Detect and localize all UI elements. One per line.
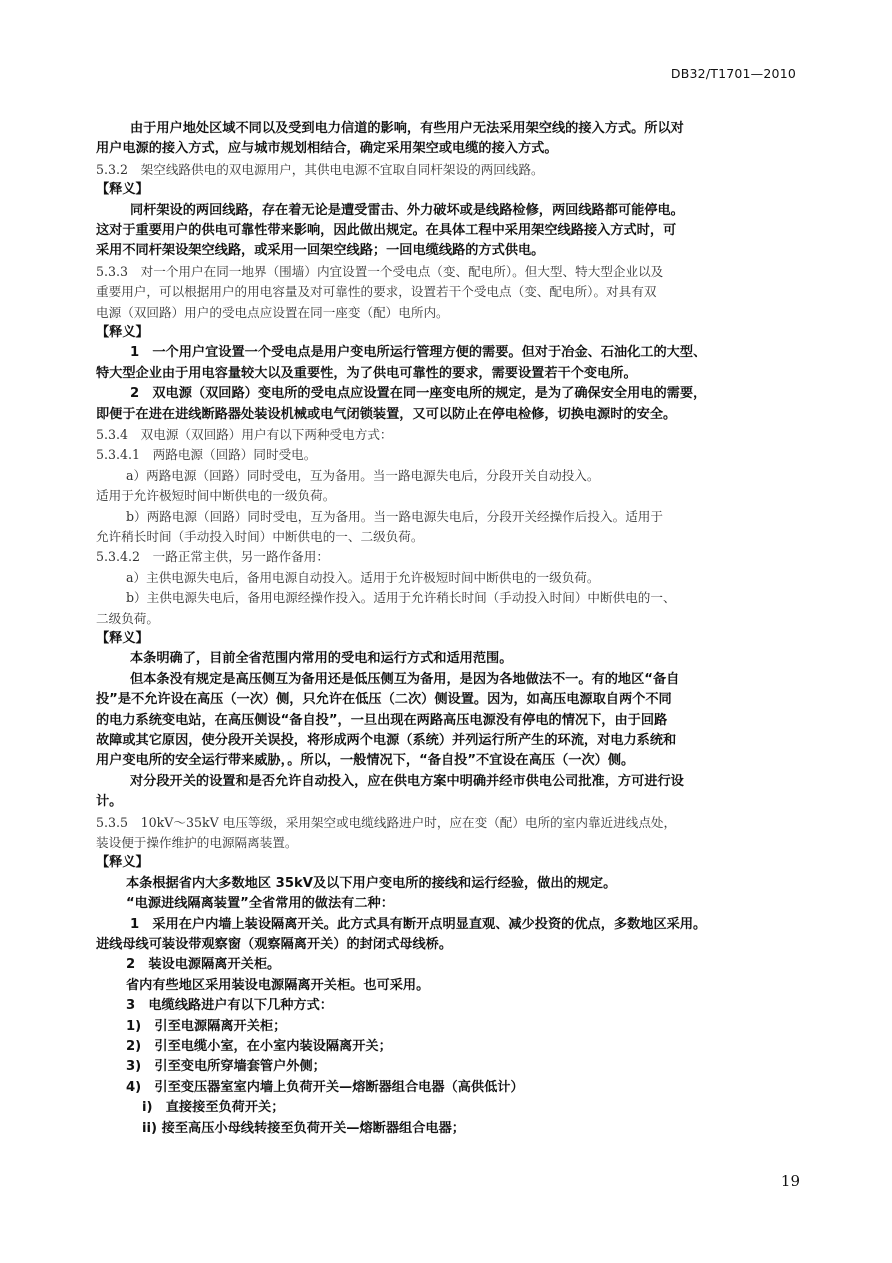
- clause-text-line: b）两路电源（回路）同时受电，互为备用。当一路电源失电后，分段开关经操作后投入。适用于: [126, 508, 663, 524]
- explanation-text-line: ii) 接至高压小母线转接至负荷开关—熔断器组合电器；: [142, 1120, 465, 1136]
- explanation-text-line: 2 双电源（双回路）变电所的受电点应设置在同一座变电所的规定，是为了确保安全用电的需要，: [130, 386, 707, 402]
- explanation-text-line: 由于用户地处区域不同以及受到电力信道的影响，有些用户无法采用架空线的接入方式。所以对: [130, 121, 684, 136]
- explanation-text-line: 故障或其它原因，使分段开关误投，将形成两个电源（系统）并列运行所产生的环流，对电力系统和: [96, 733, 677, 748]
- explanation-text-line: 这对于重要用户的供电可靠性带来影响，因此做出规定。在具体工程中采用架空线路接入方式时，可: [96, 223, 677, 238]
- explanation-text-line: 采用不同杆架设架空线路，或采用一回架空线路；一回电缆线路的方式供电。: [96, 243, 545, 259]
- explanation-text-line: 用户变电所的安全运行带来威胁，。所以，一般情况下，“备自投”不宜设在高压（一次）侧。: [96, 753, 635, 769]
- page-number: 19: [780, 1172, 800, 1190]
- explanation-text-line: 即便于在进在进线断路器处装设机械或电气闭锁装置，又可以防止在停电检修，切换电源时的安全。: [96, 406, 677, 422]
- document-code-header: DB32/T1701—2010: [670, 66, 796, 81]
- clause-text-line: 装设便于操作维护的电源隔离装置。: [96, 835, 298, 850]
- section-heading-explanation: 【释义】: [96, 182, 149, 198]
- explanation-text-line: 1 一个用户宜设置一个受电点是用户变电所运行管理方便的需要。但对于冶金、石油化工的大型、: [130, 345, 707, 361]
- clause-text-line: 5.3.4.2 一路正常主供，另一路作备用：: [96, 549, 329, 565]
- explanation-text-line: 的电力系统变电站，在高压侧设“备自投”，一旦出现在两路高压电源没有停电的情况下，由于回路: [96, 712, 668, 728]
- clause-text-line: 5.3.5 10kV～35kV 电压等级，采用架空或电缆线路进户时，应在变（配）电所的室内靠近进线点处，: [96, 814, 677, 830]
- explanation-text-line: 计。: [96, 794, 123, 810]
- explanation-text-line: 投”是不允许设在高压（一次）侧，只允许在低压（二次）侧设置。因为，如高压电源取自两个不同: [96, 692, 672, 708]
- clause-text-line: 电源（双回路）用户的受电点应设置在同一座变（配）电所内。: [96, 304, 449, 320]
- explanation-text-line: 用户电源的接入方式，应与城市规划相结合，确定采用架空或电缆的接入方式。: [96, 141, 558, 157]
- explanation-text-line: “电源进线隔离装置”全省常用的做法有二种：: [126, 896, 394, 912]
- explanation-text-line: 对分段开关的设置和是否允许自动投入，应在供电方案中明确并经市供电公司批准，方可进行设: [130, 773, 684, 789]
- clause-text-line: a）两路电源（回路）同时受电，互为备用。当一路电源失电后，分段开关自动投入。: [126, 467, 600, 483]
- explanation-text-line: 但本条没有规定是高压侧互为备用还是低压侧互为备用，是因为各地做法不一。有的地区“备自: [130, 671, 680, 687]
- explanation-text-line: 特大型企业由于用电容量较大以及重要性，为了供电可靠性的要求，需要设置若干个变电所。: [96, 365, 637, 381]
- clause-text-line: 5.3.4 双电源（双回路）用户有以下两种受电方式：: [96, 427, 393, 442]
- explanation-text-line: 3 电缆线路进户有以下几种方式：: [126, 998, 333, 1014]
- explanation-text-line: 省内有些地区采用装设电源隔离开关柜。也可采用。: [126, 977, 430, 993]
- clause-text-line: 二级负荷。: [96, 610, 159, 626]
- explanation-text-line: 1 采用在户内墙上装设隔离开关。此方式具有断开点明显直观、减少投资的优点，多数地区采用。: [130, 916, 707, 932]
- explanation-text-line: i) 直接接至负荷开关；: [142, 1100, 285, 1116]
- clause-text-line: b）主供电源失电后，备用电源经操作投入。适用于允许稍长时间（手动投入时间）中断供电的一、: [126, 590, 676, 606]
- clause-text-line: 适用于允许极短时间中断供电的一级负荷。: [96, 488, 336, 504]
- explanation-text-line: 2 装设电源隔离开关柜。: [126, 957, 281, 973]
- section-heading-explanation: 【释义】: [96, 631, 149, 646]
- clause-text-line: 重要用户，可以根据用户的用电容量及对可靠性的要求，设置若干个受电点（变、配电所）。对具有双: [96, 284, 657, 300]
- explanation-text-line: 进线母线可装设带观察窗（观察隔离开关）的封闭式母线桥。: [96, 937, 453, 952]
- clause-text-line: 5.3.3 对一个用户在同一地界（围墙）内宜设置一个受电点（变、配电所）。但大型、特大型企业以及: [96, 263, 664, 279]
- clause-text-line: a）主供电源失电后，备用电源自动投入。适用于允许极短时间中断供电的一级负荷。: [126, 569, 600, 585]
- explanation-text-line: 3) 引至变电所穿墙套管户外侧；: [126, 1059, 326, 1075]
- explanation-text-line: 本条明确了，目前全省范围内常用的受电和运行方式和适用范围。: [130, 651, 513, 667]
- clause-text-line: 5.3.2 架空线路供电的双电源用户，其供电电源不宜取自同杆架设的两回线路。: [96, 161, 544, 177]
- explanation-text-line: 4) 引至变压器室室内墙上负荷开关—熔断器组合电器（高供低计）: [126, 1079, 524, 1095]
- section-heading-explanation: 【释义】: [96, 325, 149, 340]
- clause-text-line: 5.3.4.1 两路电源（回路）同时受电。: [96, 447, 317, 463]
- explanation-text-line: 1) 引至电源隔离开关柜；: [126, 1018, 287, 1034]
- explanation-text-line: 本条根据省内大多数地区 35kV及以下用户变电所的接线和运行经验，做出的规定。: [126, 875, 617, 891]
- section-heading-explanation: 【释义】: [96, 855, 149, 871]
- explanation-text-line: 同杆架设的两回线路，存在着无论是遭受雷击、外力破坏或是线路检修，两回线路都可能停电。: [130, 202, 684, 218]
- clause-text-line: 允许稍长时间（手动投入时间）中断供电的一、二级负荷。: [96, 529, 424, 544]
- explanation-text-line: 2) 引至电缆小室，在小室内装设隔离开关；: [126, 1039, 392, 1054]
